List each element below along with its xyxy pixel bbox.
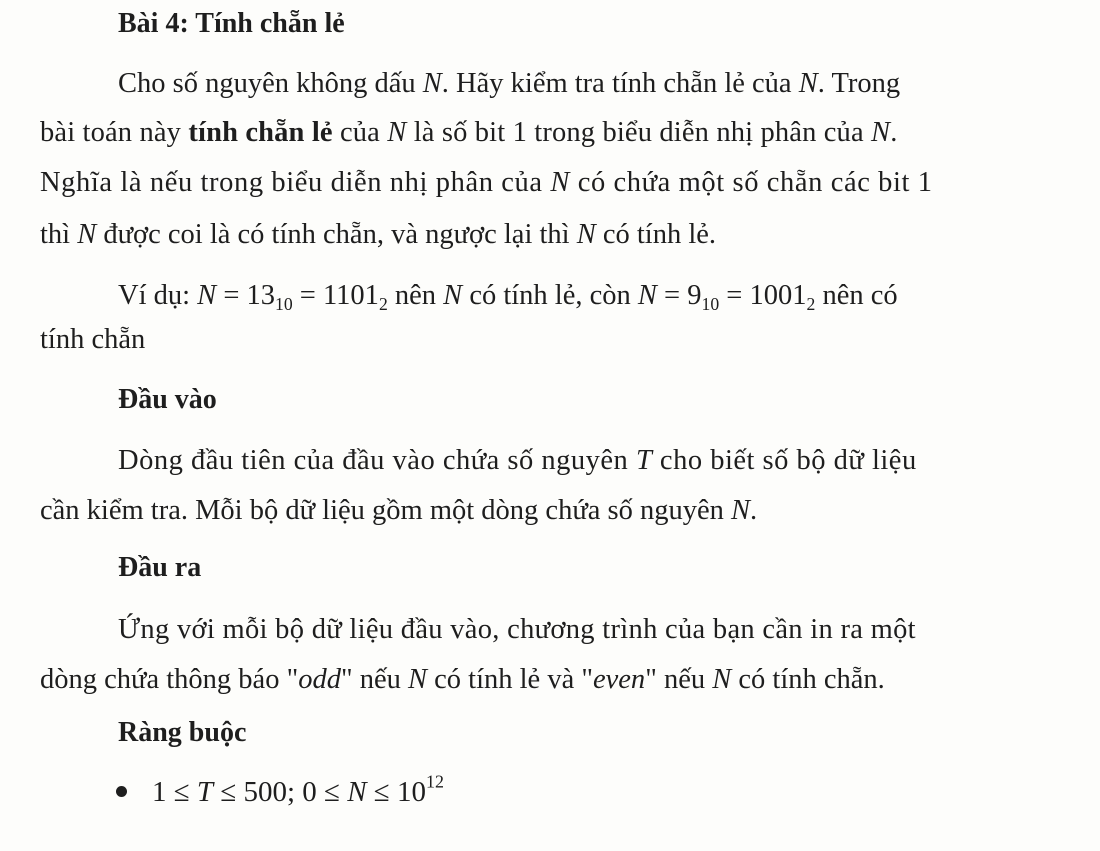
bullet-dot-icon: [116, 786, 127, 797]
intro-line-2: bài toán này tính chẵn lẻ của N là số bit 1 trong biểu diễn nhị phân của N.: [40, 117, 898, 148]
intro-line-4: thì N được coi là có tính chẵn, và ngược lại thì N có tính lẻ.: [40, 219, 717, 250]
output-line-2: dòng chứa thông báo "odd" nếu N có tính lẻ và "even" nếu N có tính chẵn.: [40, 664, 885, 695]
output-line-1: Ứng với mỗi bộ dữ liệu đầu vào, chương trình của bạn cần in ra một: [118, 614, 916, 645]
intro-line-1: [118, 64, 1070, 104]
constraint-item: 1 ≤ T ≤ 500; $0 \le N \le 10^{12}$: [152, 771, 444, 808]
example-line-2: tính chẵn: [40, 324, 146, 355]
input-line-1: Dòng đầu tiên của đầu vào chứa số nguyên T cho biết số bộ dữ liệu: [118, 445, 917, 476]
constraints-heading: Ràng buộc: [118, 717, 247, 748]
output-heading: Đầu ra: [118, 552, 202, 583]
intro-line-3: Nghĩa là nếu trong biểu diễn nhị phân của N có chứa một số chẵn các bit 1: [40, 167, 933, 198]
example-line-1: Ví dụ: $N = 13_{10} = 1101_2$ nên N có tính lẻ, còn $N = 9_{10} = 1001_2$ nên có: [118, 280, 898, 315]
intro-line-1-text: Cho số nguyên không dấu N. Hãy kiểm tra tính chẵn lẻ của N. Trong: [118, 68, 901, 99]
input-line-2: cần kiểm tra. Mỗi bộ dữ liệu gồm một dòng chứa số nguyên N.: [40, 495, 758, 526]
input-heading: Đầu vào: [118, 384, 217, 415]
page-title: Bài 4: Tính chẵn lẻ: [118, 8, 345, 39]
